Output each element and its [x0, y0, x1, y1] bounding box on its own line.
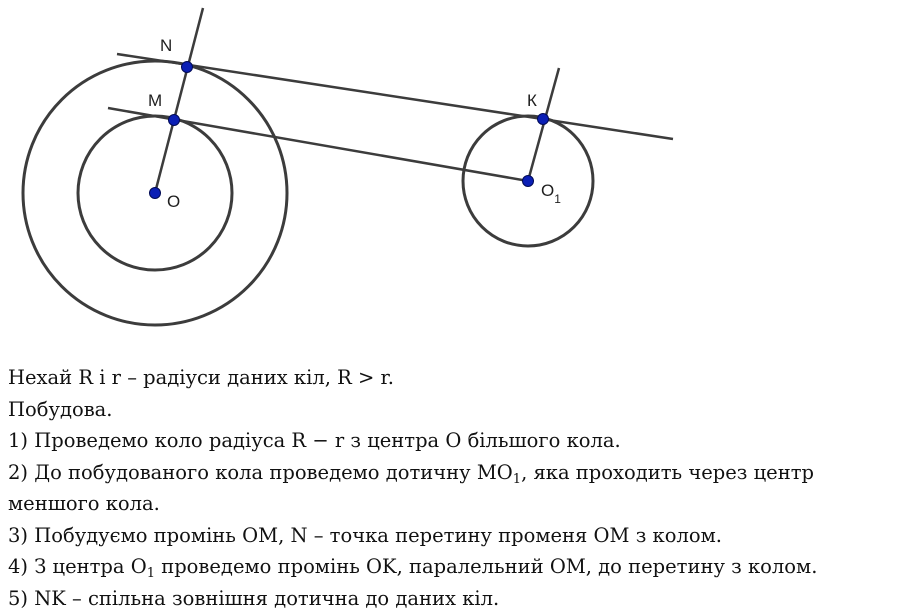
text-line-7	[8, 551, 900, 583]
point-o1	[523, 176, 534, 187]
text-line-7-b: проведемо промінь OK, паралельний OM, до перетину з колом.	[155, 555, 818, 578]
text-line-8: 5) NK – спільна зовнішня дотична до даних кіл.	[8, 586, 500, 610]
label-k: К	[527, 91, 537, 110]
tangent-line-nk	[117, 54, 673, 139]
text-line-1: Нехай R і r – радіуси даних кіл, R > r.	[8, 366, 394, 389]
text-line-7-sub: 1	[146, 566, 155, 581]
label-o1	[541, 181, 561, 206]
text-line-4	[8, 457, 900, 489]
text-line-3: 1) Проведемо коло радіуса R − r з центра O більшого кола.	[8, 429, 621, 452]
label-o1-main: O	[541, 181, 555, 200]
text-line-2: Побудова.	[8, 397, 113, 421]
text-line-7-a: 4) З центра O	[8, 555, 147, 578]
point-m	[169, 115, 180, 126]
point-k	[538, 114, 549, 125]
text-line-4-sub: 1	[512, 471, 522, 487]
text-line-6: 3) Побудуємо промінь OM, N – точка перетину променя OM з колом.	[8, 523, 722, 547]
label-n: N	[160, 36, 173, 55]
text-line-4-a: 2) До побудованого кола проведемо дотичну MO	[8, 460, 513, 484]
label-o1-sub: 1	[554, 192, 561, 206]
label-o: O	[167, 192, 181, 211]
label-m: M	[148, 91, 163, 110]
point-n	[182, 62, 193, 73]
solution-text	[8, 362, 900, 614]
text-line-4-b: , яка проходить через центр	[521, 460, 814, 484]
point-o	[150, 188, 161, 199]
text-line-5: меншого кола.	[8, 492, 160, 515]
